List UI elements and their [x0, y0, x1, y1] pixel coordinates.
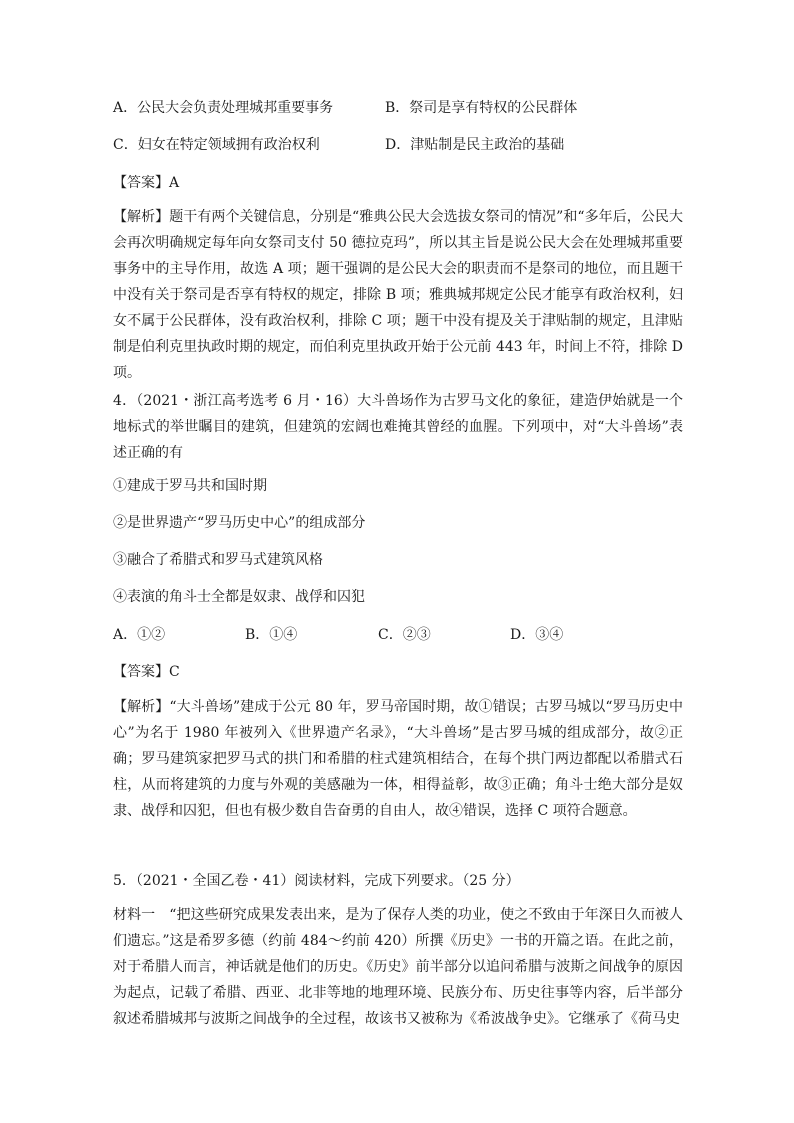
q3-analysis: 【解析】题干有两个关键信息，分别是“雅典公民大会选拔女祭司的情况”和“多年后，公民大会再次明确规定每年向女祭司支付 50 德拉克玛”，所以其主旨是说公民大会在处理城邦重要事务中的主导作用，故选 A 项；题干强调的是公民大会的职责而不是祭司的地位，而且题干中没有关于祭司是否享有特权的规定，排除 B 项；雅典城邦规定公民才能享有政治权利，妇女不属于公民群体，没有政治权利，排除 C 项；题干中没有提及关于津贴制的规定，且津贴制是伯利克里执政时期的规定，而伯利克里执政开始于公元前 443 年，时间上不符，排除 D 项。	[113, 209, 683, 381]
q4-analysis: 【解析】“大斗兽场”建成于公元 80 年，罗马帝国时期，故①错误；古罗马城以“罗马历史中心”为名于 1980 年被列入《世界遗产名录》，“大斗兽场”是古罗马城的组成部分，故②正确；罗马建筑家把罗马式的拱门和希腊的柱式建筑相结合，在每个拱门两边都配以希腊式石柱，从而将建筑的力度与外观的美感融为一体，相得益彰，故③正确；角斗士绝大部分是奴隶、战俘和囚犯，但也有极少数自告奋勇的自由人，故④错误，选择 C 项符合题意。	[113, 699, 683, 819]
q4-option-a: A．①②	[113, 627, 166, 643]
q4-stem: 4．（2021・浙江高考选考 6 月・16）大斗兽场作为古罗马文化的象征，建造伊始就是一个地标式的举世瞩目的建筑，但建筑的宏阔也难掩其曾经的血腥。下列项中，对“大斗兽场”表述正确的有	[113, 393, 683, 461]
q4-answer: 【答案】C	[113, 664, 180, 680]
q4-option-b: B．①④	[245, 627, 298, 643]
q3-answer: 【答案】A	[113, 175, 180, 191]
q4-option-c: C．②③	[378, 627, 431, 643]
q5-material-1: 材料一 “把这些研究成果发表出来，是为了保存人类的功业，使之不致由于年深日久而被人们遗忘。”这是希罗多德（约前 484～约前 420）所撰《历史》一书的开篇之语。在此之前，对于希腊人而言，神话就是他们的历史。《历史》前半部分以追问希腊与波斯之间战争的原因为起点，记载了希腊、西亚、北非等地的地理环境、民族分布、历史往事等内容，后半部分叙述希腊城邦与波斯之间战争的全过程，故该书又被称为《希波战争史》。它继承了《荷马史	[113, 907, 683, 1027]
q5-stem: 5．（2021・全国乙卷・41）阅读材料，完成下列要求。（25 分）	[113, 873, 520, 889]
q4-item-4: ④表演的角斗士全都是奴隶、战俘和囚犯	[113, 589, 365, 605]
q3-option-d: D．津贴制是民主政治的基础	[385, 137, 565, 153]
q4-item-1: ①建成于罗马共和国时期	[113, 478, 267, 494]
q3-option-a: A．公民大会负责处理城邦重要事务	[113, 100, 334, 116]
q4-item-2: ②是世界遗产“罗马历史中心”的组成部分	[113, 515, 366, 531]
q3-option-c: C．妇女在特定领域拥有政治权利	[113, 137, 320, 153]
q3-option-b: B．祭司是享有特权的公民群体	[385, 100, 578, 116]
q4-item-3: ③融合了希腊式和罗马式建筑风格	[113, 552, 323, 568]
q4-option-d: D．③④	[510, 627, 564, 643]
